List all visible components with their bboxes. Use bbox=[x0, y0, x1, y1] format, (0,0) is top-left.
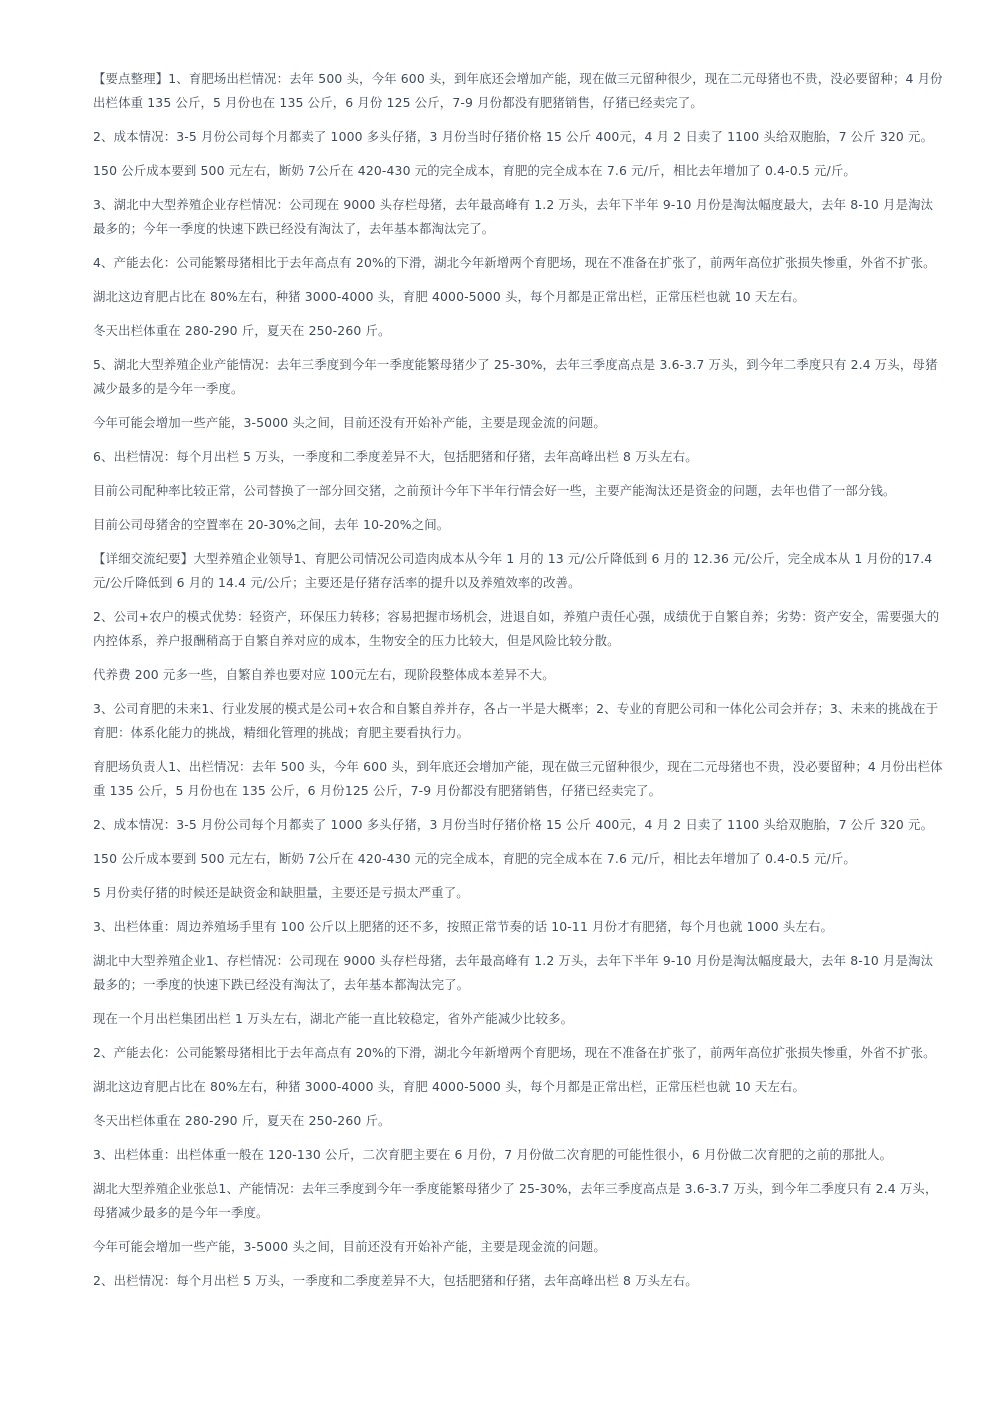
paragraph: 6、出栏情况：每个月出栏 5 万头，一季度和二季度差异不大，包括肥猪和仔猪，去年高峰出栏 8 万头左右。 bbox=[93, 449, 698, 464]
paragraph: 目前公司配种率比较正常，公司替换了一部分回交猪，之前预计今年下半年行情会好一些，主要产能淘汰还是资金的问题，去年也借了一部分钱。 bbox=[93, 483, 896, 498]
paragraph: 2、公司+农户的模式优势：轻资产，环保压力转移；容易把握市场机会，进退自如，养殖户责任心强，成绩优于自繁自养；劣势：资产安全，需要强大的内控体系，养户报酬稍高于自繁自养对应的成本，生物安全的压力比较大，但是风险比较分散。 bbox=[93, 609, 940, 648]
paragraph: 湖北大型养殖企业张总1、产能情况：去年三季度到今年一季度能繁母猪少了 25-30%，去年三季度高点是 3.6-3.7 万头，到今年二季度只有 2.4 万头，母猪减少最多的是今年一季度。 bbox=[93, 1181, 938, 1220]
paragraph: 5 月份卖仔猪的时候还是缺资金和缺胆量，主要还是亏损太严重了。 bbox=[93, 885, 469, 900]
paragraph: 4、产能去化：公司能繁母猪相比于去年高点有 20%的下滑，湖北今年新增两个育肥场，现在不准备在扩张了，前两年高位扩张损失惨重，外省不扩张。 bbox=[93, 255, 936, 270]
paragraph-key-points-intro: 【要点整理】1、育肥场出栏情况：去年 500 头，今年 600 头，到年底还会增加产能，现在做三元留种很少，现在二元母猪也不贵，没必要留种；4 月份出栏体重 135 公斤，5 月份也在 135 公斤，6 月份 125 公斤，7-9 月份都没有肥猪销售，仔猪已经卖完了。 bbox=[93, 71, 943, 110]
paragraph: 2、成本情况：3-5 月份公司每个月都卖了 1000 多头仔猪，3 月份当时仔猪价格 15 公斤 400元，4 月 2 日卖了 1100 头给双胞胎，7 公斤 320 元。 bbox=[93, 817, 934, 832]
document-body bbox=[93, 67, 945, 1303]
paragraph: 3、出栏体重：周边养殖场手里有 100 公斤以上肥猪的还不多，按照正常节奏的话 10-11 月份才有肥猪，每个月也就 1000 头左右。 bbox=[93, 919, 834, 934]
paragraph: 湖北这边育肥占比在 80%左右，种猪 3000-4000 头，育肥 4000-5000 头，每个月都是正常出栏，正常压栏也就 10 天左右。 bbox=[93, 289, 806, 304]
paragraph: 湖北这边育肥占比在 80%左右，种猪 3000-4000 头，育肥 4000-5000 头，每个月都是正常出栏，正常压栏也就 10 天左右。 bbox=[93, 1079, 806, 1094]
paragraph: 目前公司母猪舍的空置率在 20-30%之间，去年 10-20%之间。 bbox=[93, 517, 450, 532]
paragraph: 5、湖北大型养殖企业产能情况：去年三季度到今年一季度能繁母猪少了 25-30%，去年三季度高点是 3.6-3.7 万头，到今年二季度只有 2.4 万头，母猪减少最多的是今年一季度。 bbox=[93, 357, 938, 396]
paragraph-detailed-minutes-intro: 【详细交流纪要】大型养殖企业领导1、育肥公司情况公司造肉成本从今年 1 月的 13 元/公斤降低到 6 月的 12.36 元/公斤，完全成本从 1 月份的17.4 元/公斤降低到 6 月的 14.4 元/公斤；主要还是仔猪存活率的提升以及养殖效率的改善。 bbox=[93, 551, 933, 590]
paragraph: 今年可能会增加一些产能，3-5000 头之间，目前还没有开始补产能，主要是现金流的问题。 bbox=[93, 1239, 606, 1254]
paragraph: 2、出栏情况：每个月出栏 5 万头，一季度和二季度差异不大，包括肥猪和仔猪，去年高峰出栏 8 万头左右。 bbox=[93, 1273, 698, 1288]
paragraph: 湖北中大型养殖企业1、存栏情况：公司现在 9000 头存栏母猪，去年最高峰有 1.2 万头，去年下半年 9-10 月份是淘汰幅度最大，去年 8-10 月是淘汰最多的；一季度的快速下跌已经没有淘汰了，去年基本都淘汰完了。 bbox=[93, 953, 934, 992]
paragraph: 今年可能会增加一些产能，3-5000 头之间，目前还没有开始补产能，主要是现金流的问题。 bbox=[93, 415, 606, 430]
paragraph: 育肥场负责人1、出栏情况：去年 500 头，今年 600 头，到年底还会增加产能，现在做三元留种很少，现在二元母猪也不贵，没必要留种；4 月份出栏体重 135 公斤，5 月份也在 135 公斤，6 月份125 公斤，7-9 月份都没有肥猪销售，仔猪已经卖完了。 bbox=[93, 759, 943, 798]
paragraph: 2、成本情况：3-5 月份公司每个月都卖了 1000 多头仔猪，3 月份当时仔猪价格 15 公斤 400元，4 月 2 日卖了 1100 头给双胞胎，7 公斤 320 元。 bbox=[93, 129, 934, 144]
paragraph: 3、公司育肥的未来1、行业发展的模式是公司+农合和自繁自养并存，各占一半是大概率；2、专业的育肥公司和一体化公司会并存；3、未来的挑战在于育肥：体系化能力的挑战，精细化管理的挑战；育肥主要看执行力。 bbox=[93, 701, 939, 740]
paragraph: 代养费 200 元多一些，自繁自养也要对应 100元左右，现阶段整体成本差异不大。 bbox=[93, 667, 555, 682]
paragraph: 2、产能去化：公司能繁母猪相比于去年高点有 20%的下滑，湖北今年新增两个育肥场，现在不准备在扩张了，前两年高位扩张损失惨重，外省不扩张。 bbox=[93, 1045, 936, 1060]
paragraph: 现在一个月出栏集团出栏 1 万头左右，湖北产能一直比较稳定，省外产能减少比较多。 bbox=[93, 1011, 574, 1026]
paragraph: 150 公斤成本要到 500 元左右，断奶 7公斤在 420-430 元的完全成本，育肥的完全成本在 7.6 元/斤，相比去年增加了 0.4-0.5 元/斤。 bbox=[93, 851, 856, 866]
paragraph: 3、出栏体重：出栏体重一般在 120-130 公斤，二次育肥主要在 6 月份，7 月份做二次育肥的可能性很小，6 月份做二次育肥的之前的那批人。 bbox=[93, 1147, 893, 1162]
paragraph: 150 公斤成本要到 500 元左右，断奶 7公斤在 420-430 元的完全成本，育肥的完全成本在 7.6 元/斤，相比去年增加了 0.4-0.5 元/斤。 bbox=[93, 163, 856, 178]
paragraph: 冬天出栏体重在 280-290 斤，夏天在 250-260 斤。 bbox=[93, 1113, 391, 1128]
paragraph: 3、湖北中大型养殖企业存栏情况：公司现在 9000 头存栏母猪，去年最高峰有 1.2 万头，去年下半年 9-10 月份是淘汰幅度最大，去年 8-10 月是淘汰最多的；今年一季度的快速下跌已经没有淘汰了，去年基本都淘汰完了。 bbox=[93, 197, 934, 236]
paragraph: 冬天出栏体重在 280-290 斤，夏天在 250-260 斤。 bbox=[93, 323, 391, 338]
